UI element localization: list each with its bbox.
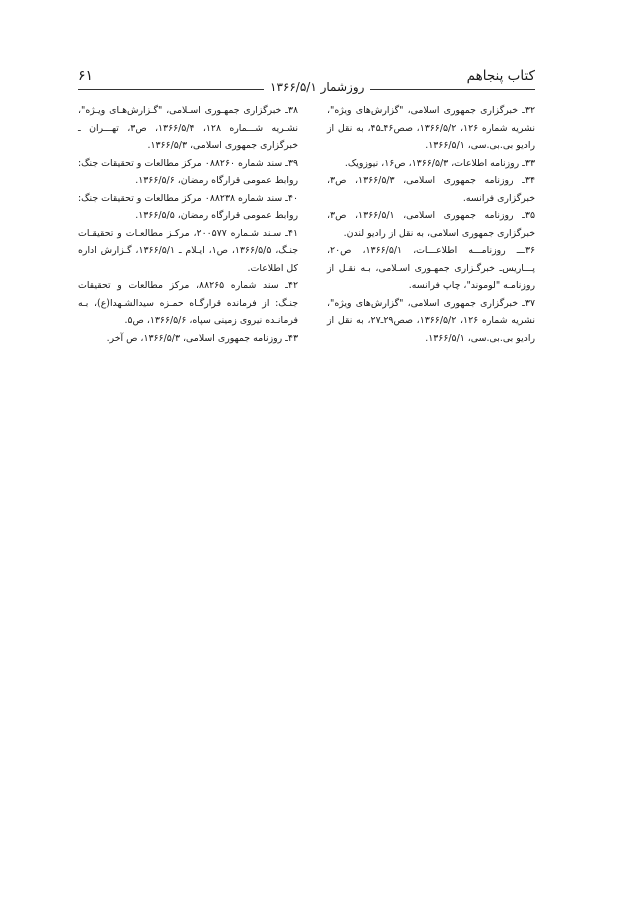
footnote-34: ۳۴ـ روزنامه جمهوری اسلامی، ۱۳۶۶/۵/۳، ص۳، خبرگزاری فرانسه. xyxy=(327,175,535,204)
footnote-32: ۳۲ـ خبرگزاری جمهوری اسلامی، "گزارش‌های ویژه"، نشریه شماره ۱۲۶، ۱۳۶۶/۵/۲، صص۴۶ـ۴۵، به نقل از رادیو بی.بی.سی، ۱۳۶۶/۵/۱. xyxy=(327,105,536,151)
footnote-41: ۴۱ـ سـند شـماره ۲۰۰۵۷۷، مرکـز مطالعـات و تحقیقـات جنـگ، ۱۳۶۶/۵/۵، ص۱، ایـلام ـ ۱۳۶۶/۵/۱، گـزارش اداره کل اطلاعات. xyxy=(78,227,298,274)
running-header xyxy=(78,66,535,96)
footnote-39: ۳۹ـ سند شماره ۰۸۸۲۶۰ مرکز مطالعات و تحقیقات جنگ: روابط عمومی قرارگاه رمضان، ۱۳۶۶/۵/۶. xyxy=(78,157,298,186)
footnotes-column-right xyxy=(327,102,535,347)
page-number: ۶۱ xyxy=(78,68,94,84)
book-title: کتاب پنجاهم xyxy=(466,68,535,84)
footnotes-column-left xyxy=(78,102,298,347)
footnote-38: ۳۸ـ خبرگزاری جمهـوری اسـلامی، "گـزارش‌هـای ویـژه"، نشـریه شـــماره ۱۲۸، ۱۳۶۶/۵/۴، ص۳، تهـــران ـ خبرگزاری جمهوری اسلامی، ۱۳۶۶/۵/۳. xyxy=(78,105,298,151)
footnote-37: ۳۷ـ خبرگزاری جمهوری اسلامی، "گزارش‌های ویژه"، نشریه شماره ۱۲۶، ۱۳۶۶/۵/۲، صص۲۹ـ۲۷، به نقل از رادیو بی.بی.سی، ۱۳۶۶/۵/۱. xyxy=(327,297,536,344)
footnote-35: ۳۵ـ روزنامه جمهوری اسلامی، ۱۳۶۶/۵/۱، ص۳، خبرگزاری جمهوری اسلامی، به نقل از رادیو لندن. xyxy=(327,210,535,239)
date-title: روزشمار ۱۳۶۶/۵/۱ xyxy=(264,80,370,94)
footnote-42: ۴۲ـ سند شماره ۸۸۲۶۵، مرکز مطالعات و تحقیقات جنـگ: از فرمانده قرارگـاه حمـزه سیدالشـهدا(ع)، بـه فرمانـده نیروی زمینی سپاه، ۱۳۶۶/۵/۶، ص۵. xyxy=(78,280,298,326)
footnote-43: ۴۳ـ روزنامه جمهوری اسلامی، ۱۳۶۶/۵/۳، ص آخر. xyxy=(106,332,298,344)
footnote-33: ۳۳ـ روزنامه اطلاعات، ۱۳۶۶/۵/۳، ص۱۶، نیوزویک. xyxy=(344,157,535,169)
footnote-40: ۴۰ـ سند شماره ۰۸۸۲۳۸ مرکز مطالعات و تحقیقات جنگ: روابط عمومی قرارگاه رمضان، ۱۳۶۶/۵/۵. xyxy=(78,192,298,221)
footnote-36: ۳۶ـــ روزنامـــه اطلاعـــات، ۱۳۶۶/۵/۱، ص۲۰، پـــاریس‌ـ خبرگـزاری جمهـوری اسـلامی، بـه نقـل از روزنامـه "لوموند"، چاپ فرانسه. xyxy=(327,245,536,291)
